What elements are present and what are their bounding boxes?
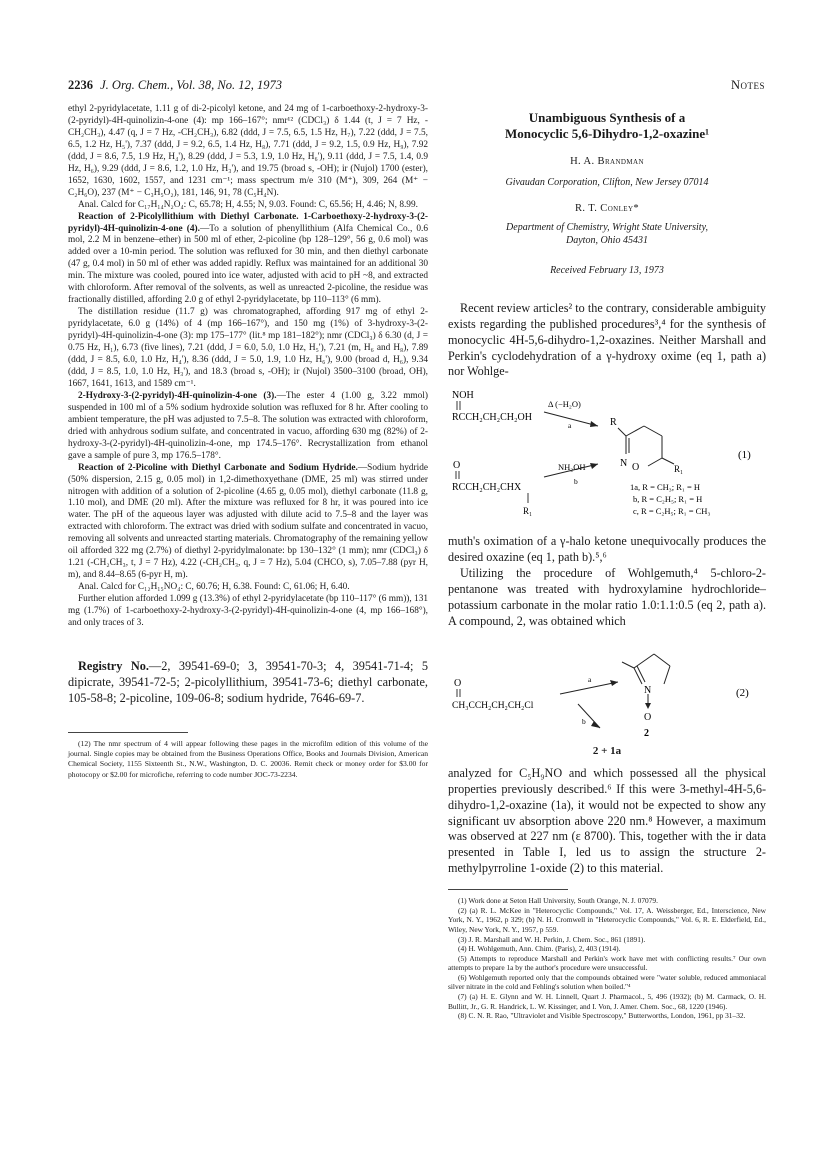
analysis-text: Anal. Calcd for C₁₇H₁₄N₂O₄: C, 65.78; H, 4.55; N, 9.03. Found: C, 65.56; H, 4.46; N, 8.99. <box>78 199 418 210</box>
section-heading: 2-Hydroxy-3-(2-pyridyl)-4H-quinolizin-4-one (3). <box>78 390 277 401</box>
ring-o-label: O <box>644 711 652 723</box>
footnote-1: (1) Work done at Seton Hall University, South Orange, N. J. 07079. <box>458 896 658 906</box>
footnote-2: (2) (a) R. L. McKee in "Heterocyclic Compounds," Vol. 17, A. Weissberger, Ed., Interscience, New York, N. Y., 1962, p 329; (b) N. H. Cromwell in "Heterocyclic Compounds," Vol. 6, R. E. Elderfield, Ed., Wiley, New York, N. Y., 1957, p 559. <box>448 905 766 934</box>
reaction-scheme-1 <box>448 384 766 534</box>
compound-2-label: 2 <box>644 727 649 739</box>
section-heading: Reaction of 2-Picolyllithium with Diethyl Carbonate. 1-Carboethoxy-2-hydroxy-3-(2-pyridyl)-4H-quinolizin-4-one (4). <box>68 211 428 234</box>
scheme-2-drawing <box>448 632 766 750</box>
ring-n-label: N <box>644 684 652 696</box>
footnote-divider <box>448 889 568 890</box>
footnote-5: (5) Attempts to reproduce Marshall and Perkin's work have met with conflicting results.⁷ Our own attempts to prepare 1a by the author's procedure were unsuccessful. <box>448 953 766 973</box>
author-2: R. T. Conley* <box>574 202 640 214</box>
running-header <box>68 78 765 96</box>
footnote-divider <box>68 732 188 733</box>
section-picolyllithium <box>68 212 428 308</box>
registry-text: —2, 39541-69-0; 3, 39541-70-3; 4, 39541-71-4; 5 dipicrate, 39541-72-5; 2-picolyllithium, 39541-73-6; diethyl carbonate, 105-58-8; 2-picoline, 109-06-8; sodium hydride, 7646-69-7. <box>68 658 428 705</box>
path-b-condition: NH₂OH <box>558 462 586 473</box>
section-heading: Reaction of 2-Picoline with Diethyl Carbonate and Sodium Hydride. <box>78 462 358 473</box>
ring-n-label: N <box>620 458 628 470</box>
footnote-8: (8) C. N. R. Rao, "Ultraviolet and Visible Spectroscopy," Butterworths, London, 1961, pp 31–32. <box>458 1011 746 1021</box>
pyrroline-oxide-ring <box>622 654 670 709</box>
arrowhead-b <box>590 463 598 469</box>
journal-citation: J. Org. Chem., Vol. 38, No. 12, 1973 <box>100 78 282 92</box>
noh-label: NOH <box>452 390 474 402</box>
intro-paragraph: Recent review articles² to the contrary, considerable ambiguity exists regarding the published procedures³,⁴ for the synthesis of monocyclic 4H-5,6-dihydro-1,2-oxazines. Neither Marshall and Perkin's cyclodehydration of a γ-hydroxy oxime (eq 1, path a) nor Wohlge- <box>448 300 766 379</box>
affiliation-2-line-2: Dayton, Ohio 45431 <box>566 234 648 246</box>
substrate-formula: CH₃CCH₂CH₂CH₂Cl <box>452 700 534 711</box>
section-picoline <box>68 463 428 583</box>
registry-label: Registry No. <box>78 658 149 673</box>
ketone-formula: RCCH₂CH₂CHX <box>452 482 522 494</box>
path-b-label: b <box>574 477 578 487</box>
legend-1b: b, R = C₂H₅; R₁ = H <box>633 494 703 505</box>
legend-1a: 1a, R = CH₃; R₁ = H <box>630 482 701 493</box>
footnote-3: (3) J. R. Marshall and W. H. Perkin, J. Chem. Soc., 861 (1891). <box>458 934 646 944</box>
received-date: Received February 13, 1973 <box>550 264 664 276</box>
r1-substituent: R₁ <box>523 506 533 517</box>
affiliation-2 <box>448 221 766 247</box>
page-number: 2236 <box>68 78 93 92</box>
reaction-scheme-2 <box>448 632 766 750</box>
section-body: —To a solution of phenyllithium (Alfa Chemical Co., 0.6 mol, 2.2 M in benzene–ether) in 500 ml of ether, 2-picoline (bp 128–129°, 56 g, 0.6 mol) was added over a 10-min period. The solution was refluxed for 30 min, and then diethyl carbonate (47 g, 0.4 mol) in 50 ml of ether was added rapidly. Reflux was maintained for an additional 30 min. The mixture was cooled, poured into ice water, adjusted with acid to pH ~8, and extracted with chloroform. After removal of the solvents, as well as unreacted 2-picoline, the residue was fractionally distilled, affording 2.0 g of ethyl 2-pyridylacetate, bp 110–113° (6 mm). <box>68 223 428 306</box>
paragraph-procedure: Utilizing the procedure of Wohlgemuth,⁴ 5-chloro-2-pentanone was treated with hydroxylamine hydrochloride–potassium carbonate in the molar ratio 1.0:1.1:0.5 (eq 2, path a). A compound, 2, was obtained which <box>448 566 766 628</box>
ring-o-label: O <box>632 462 640 474</box>
legend-1c: c, R = C₂H₅; R₁ = CH₃ <box>633 506 711 517</box>
oxygen-label: O <box>453 460 461 472</box>
section-body: —The ester 4 (1.00 g, 3.22 mmol) suspended in 100 ml of a 5% sodium hydroxide solution was refluxed for 8 hr. After cooling to ambient temperature, the pH was adjusted to 7.5–8. The solution was extracted with chloroform, dried with anhydrous sodium sulfate, and concentrated in vacuo, affording 630 mg (82%) of 2-hydroxy-3-(2-pyridyl)-4H-quinolizin-4-one, mp 174.5–176°. Recrystallization from ethanol gave a sample of pure 3, mp 176.5–178°. <box>68 390 428 461</box>
section-name: Notes <box>730 78 765 92</box>
section-body: —Sodium hydride (50% dispersion, 2.15 g, 0.05 mol) in 1,2-dimethoxyethane (DME, 25 ml) was stirred under nitrogen with addition of a solution of 2-picoline (4.65 g, 0.05 mol), diethyl carbonate (11.8 g, 1.10 mol), and DME (20 ml). After the mixture was refluxed for 8 hr, it was poured into ice water. The pH of the aqueous layer was adjusted with dilute acid to 7.5–8 and the layer was extracted with chloroform. The extract was dried with sodium sulfate and concentrated in vacuo, removing all solvents and unreacted starting materials. Chromatography of the remaining yellow oil afforded 322 mg (2.7%) of diethyl 2-pyridylmalonate: bp 130–132° (1 mm); nmr (CDCl₃) δ 1.21 (-CH₂CH₃, t, J = 7 Hz), 4.22 (-CH₂CH₃, q, J = 7 Hz), 5.04 (CHCO, s), 7.05–7.88 (pyr H, m), and 8.44–8.65 (6-pyr H, m). <box>68 462 428 581</box>
further-elution: Further elution afforded 1.099 g (13.3%) of ethyl 2-pyridylacetate (bp 110–117° (6 mm)), 131 mg (1.7%) of 1-carboethoxy-2-hydroxy-3-(2-pyridyl)-4H-quinolizin-4-one (4, mp 166–168°), and only traces of 3. <box>68 594 428 628</box>
author-1: H. A. Brandman <box>570 156 644 167</box>
experimental-continuation: ethyl 2-pyridylacetate, 1.11 g of di-2-picolyl ketone, and 24 mg of 1-carboethoxy-2-hydroxy-3-(2-pyridyl)-4H-quinolizin-4-one (4): mp 166–167°; nmr¹² (CDCl₃) δ 1.44 (t, J = 7 Hz, -CH₂CH₃), 4.47 (q, J = 7 Hz, -CH₂CH₃), 6.82 (ddd, J = 7.5, 6.5, 1.5 Hz, H₇), 7.22 (ddd, J = 7.5, 6.5, 1.2 Hz, H₅'), 7.37 (ddd, J = 9.2, 6.5, 1.4 Hz, H₈), 7.71 (ddd, J = 9.2, 1.5, 0.9 Hz, H₉), 7.92 (ddd, J = 8.6, 7.5, 1.9 Hz, H₄'), 8.29 (ddd, J = 5.3, 1.9, 1.0 Hz, H₆'), 9.11 (ddd, J = 7.5, 1.4, 0.9 Hz, H₆), 9.29 (ddd, J = 8.6, 1.2, 1.0 Hz, H₃'), and 19.75 (broad s, -OH); ir (Nujol) 1700 (ester), 1652, 1630, 1602, 1557, and 1231 cm⁻¹; mass spectrum m/e 310 (M⁺), 309, 264 (M⁺ − C₂H₆O), 237 (M⁺ − C₃H₅O₂), 181, 146, 91, 78 (C₅H₄N). <box>68 104 428 198</box>
oxime-formula: RCCH₂CH₂CH₂OH <box>452 412 532 424</box>
path-a-label: a <box>568 421 572 431</box>
arrowhead-a <box>610 680 618 686</box>
ring-r1-label: R₁ <box>674 464 684 475</box>
path-b-label: b <box>582 716 586 726</box>
intro-text <box>448 301 766 381</box>
right-column <box>448 106 766 1021</box>
affiliation-1: Givaudan Corporation, Clifton, New Jersey 07014 <box>505 176 709 188</box>
paragraph-wohlgemuth: muth's oximation of a γ-halo ketone unequivocally produces the desired oxazine (eq 1, path b).⁵,⁶ <box>448 534 766 565</box>
equation-number-2: (2) <box>736 686 749 699</box>
body-text-2 <box>448 534 766 629</box>
path-a-condition: Δ (−H₂O) <box>548 399 581 410</box>
products-line: 2 + 1a <box>592 744 622 757</box>
footnote-7: (7) (a) H. E. Glynn and W. H. Linnell, Quart J. Pharmacol., 5, 496 (1932); (b) M. Carmack, O. H. Bullitt, Jr., G. R. Handrick, L. W. Kissinger, and I. Von, J. Amer. Chem. Soc., 68, 1220 (1946). <box>448 992 766 1011</box>
arrowhead-a <box>590 421 598 427</box>
oxygen-label: O <box>454 677 462 689</box>
scheme-1-drawing <box>448 384 766 534</box>
registry-numbers <box>68 658 428 706</box>
path-a-label: a <box>588 674 592 684</box>
footnote-12: (12) The nmr spectrum of 4 will appear following these pages in the microfilm edition of this volume of the journal. Single copies may be obtained from the Business Operations Office, Books and Journals Division, American Chemical Society, 1155 Sixteenth St., N.W., Washington, D. C. 20036. Remit check or money order for $3.00 for photocopy or $2.00 for microfiche, referring to code number JOC-73-2234. <box>68 738 428 779</box>
title-line-2: Monocyclic 5,6-Dihydro-1,2-oxazine¹ <box>504 126 710 141</box>
footnote-6: (6) Wohlgemuth reported only that the compounds obtained were "water soluble, reduced ammoniacal silver nitrate in the cold and Fehling's solution when boiled."⁴ <box>448 972 766 992</box>
footnotes <box>448 896 766 1021</box>
article-title <box>448 110 766 142</box>
ring-r-label: R <box>610 417 617 429</box>
arrowhead-b <box>591 721 600 728</box>
paragraph-analysis: analyzed for C₅H₉NO and which possessed all the physical properties previously described.⁶ If this were 3-methyl-4H-5,6-dihydro-1,2-oxazine (1a), it would not be expected to show any significant uv absorption above 220 nm.⁸ However, a maximum was observed at 227 nm (ε 8700). This, together with the ir data presented in Table I, led us to assign the structure 2-methylpyrroline 1-oxide (2) to this material. <box>448 765 766 876</box>
section-hydroxy <box>68 391 428 463</box>
distillation-paragraph: The distillation residue (11.7 g) was chromatographed, affording 917 mg of ethyl 2-pyridylacetate, 6.0 g (14%) of 4 (mp 166–167°), and 150 mg (1%) of 3-hydroxy-3-(2-pyridyl)-4H-quinolizin-4-one (3): mp 175–177° (lit.⁸ mp 181–182°); nmr (CDCl₃) δ 6.30 (d, J = 0.75 Hz, H₁), 6.73 (five lines), 7.21 (ddd, J = 6.0, 5.0, 1.0 Hz, H₅'), 7.21 (m, H₆ and H₈), 7.89 (ddd, J = 8.5, 6.0, 1.0 Hz, H₄'), 8.36 (ddd, J = 5.0, 1.9, 1.0 Hz, H₆'), 9.00 (broad d, H₆), 9.34 (ddd, J = 8.5, 1.0, 1.0 Hz, H₃'), and 18.3 (broad s, -OH); ir (Nujol) 3500–3100 (broad, OH), 1667, 1641, 1613, and 1589 cm⁻¹. <box>68 307 428 389</box>
analysis-text-2: Anal. Calcd for C₁₂H₁₅NO₄: C, 60.76; H, 6.38. Found: C, 61.06; H, 6.40. <box>78 582 350 593</box>
equation-number-1: (1) <box>738 449 751 462</box>
left-column <box>68 104 428 780</box>
title-line-1: Unambiguous Synthesis of a <box>528 110 686 125</box>
footnote-4: (4) H. Wohlgemuth, Ann. Chim. (Paris), 2, 403 (1914). <box>458 944 621 954</box>
body-text-3 <box>448 766 766 877</box>
affiliation-2-line-1: Department of Chemistry, Wright State University, <box>506 221 708 233</box>
